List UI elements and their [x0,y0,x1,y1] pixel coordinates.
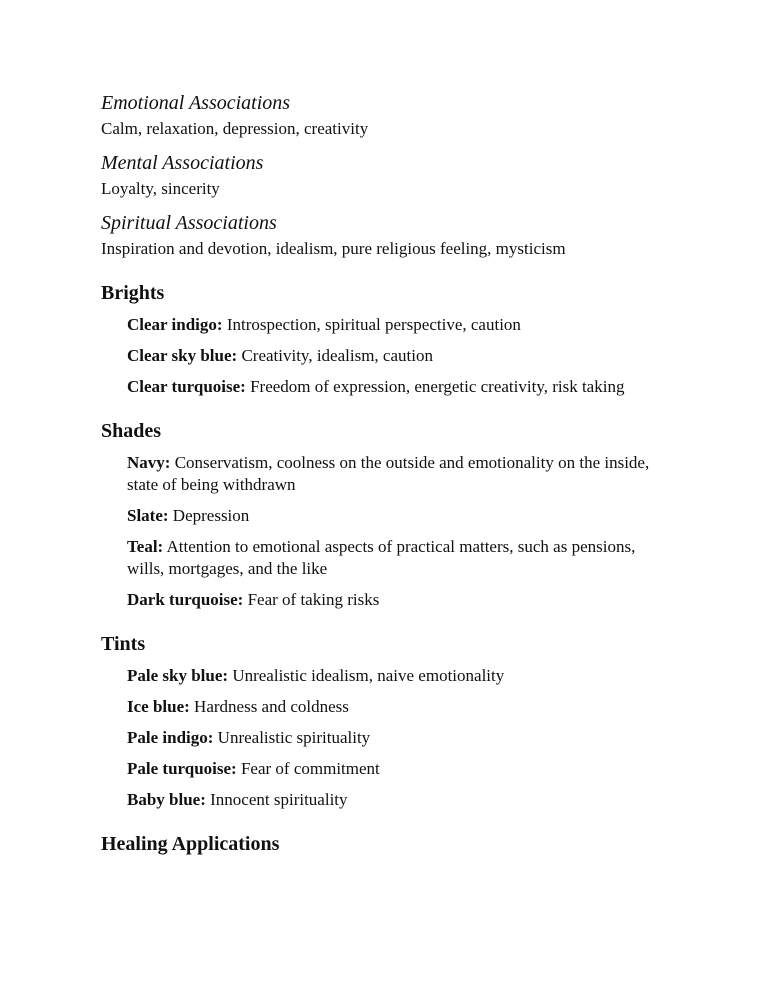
spiritual-associations-text: Inspiration and devotion, idealism, pure religious feeling, mysticism [101,239,566,258]
tints-entry-baby-blue [127,789,667,811]
entry-text: Innocent spirituality [205,790,348,809]
document-page [101,90,721,865]
entry-text: Creativity, idealism, caution [237,346,433,365]
entry-text: Conservatism, coolness on the outside and emotionality on the inside, state of being withdrawn [127,453,650,494]
brights-entry-clear-indigo [127,314,667,336]
entry-term: Clear turquoise: [127,377,246,396]
entry-term: Clear sky blue: [127,346,238,365]
tints-entry-pale-indigo [127,727,667,749]
entry-text: Depression [168,506,250,525]
entry-text: Unrealistic idealism, naive emotionality [228,666,505,685]
shades-heading: Shades [101,420,162,442]
entry-text: Unrealistic spirituality [213,728,371,747]
entry-term: Clear indigo: [127,315,223,334]
shades-entry-dark-turquoise [127,589,667,611]
entry-term: Pale indigo: [127,728,214,747]
healing-applications-heading: Healing Applications [101,833,280,855]
brights-entry-clear-sky-blue [127,345,667,367]
entry-term: Teal: [127,537,164,556]
tints-entry-pale-sky-blue [127,665,667,687]
entry-text: Fear of taking risks [243,590,380,609]
entry-text: Freedom of expression, energetic creativity, risk taking [245,377,625,396]
mental-associations-text: Loyalty, sincerity [101,179,220,198]
tints-heading: Tints [101,633,146,655]
emotional-associations-text: Calm, relaxation, depression, creativity [101,119,369,138]
emotional-associations-heading: Emotional Associations [101,92,291,114]
mental-associations-heading: Mental Associations [101,152,264,174]
entry-term: Ice blue: [127,697,190,716]
entry-term: Baby blue: [127,790,206,809]
entry-term: Pale sky blue: [127,666,229,685]
entry-text: Attention to emotional aspects of practical matters, such as pensions, wills, mortgages, and the like [127,537,636,578]
entry-term: Slate: [127,506,169,525]
spiritual-associations-heading: Spiritual Associations [101,212,277,234]
entry-text: Fear of commitment [236,759,380,778]
entry-term: Navy: [127,453,171,472]
entry-term: Dark turquoise: [127,590,244,609]
shades-entry-slate [127,505,667,527]
entry-term: Pale turquoise: [127,759,237,778]
tints-entry-pale-turquoise [127,758,667,780]
shades-entry-navy [127,452,667,496]
brights-entry-clear-turquoise [127,376,667,398]
entry-text: Hardness and coldness [189,697,349,716]
tints-entry-ice-blue [127,696,667,718]
entry-text: Introspection, spiritual perspective, caution [222,315,521,334]
brights-heading: Brights [101,282,165,304]
shades-entry-teal [127,536,667,580]
